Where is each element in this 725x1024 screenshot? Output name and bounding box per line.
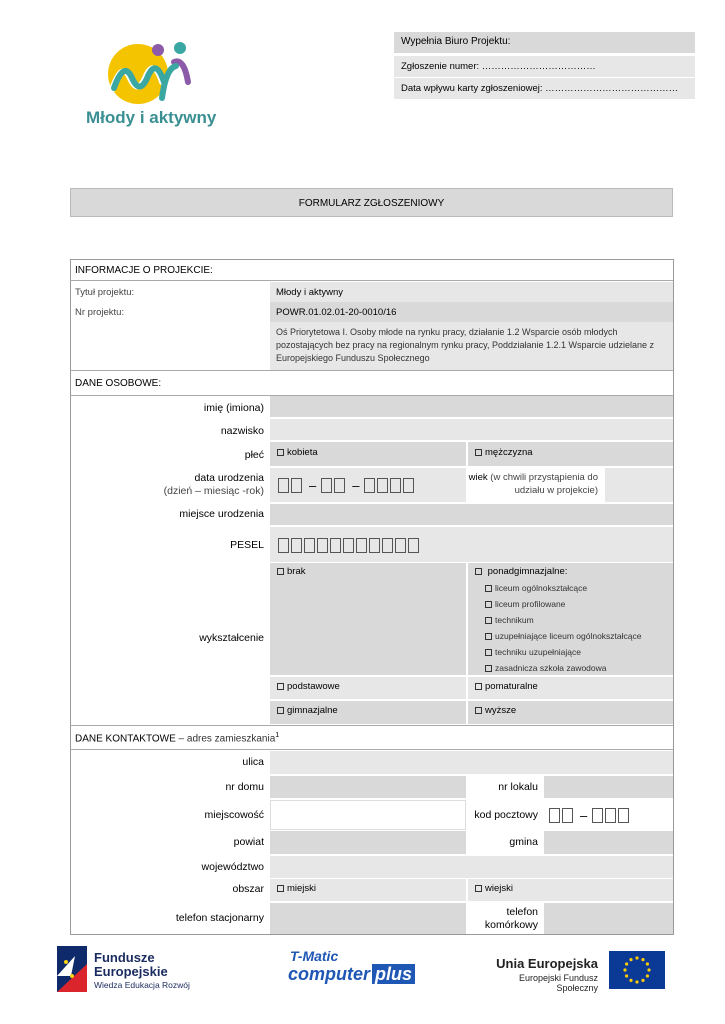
urban-checkbox[interactable] — [277, 885, 284, 892]
project-number-label: Nr projektu: — [75, 307, 125, 318]
male-checkbox[interactable] — [475, 449, 482, 456]
contact-labels — [70, 750, 264, 935]
office-header: Wypełnia Biuro Projektu: — [394, 32, 695, 53]
edu-none-checkbox[interactable] — [277, 568, 284, 575]
edu-primary-cell[interactable]: podstawowe — [270, 677, 466, 699]
first-name-label: imię (imiona) — [203, 402, 264, 414]
logo-graphic-icon — [100, 38, 220, 108]
birth-place-label: miejsce urodzenia — [179, 508, 264, 520]
logo-text: Młody i aktywny — [86, 108, 217, 127]
city-field[interactable] — [270, 800, 466, 830]
sex-male-cell[interactable]: mężczyzna — [468, 442, 673, 466]
age-field[interactable] — [605, 468, 673, 502]
edu-sub-checkbox[interactable] — [485, 617, 492, 624]
edu-upper-secondary-cell[interactable]: ponadgimnazjalne: liceum ogólnokształcące liceum profilowane technikum uzupełniające liceum ogólnokształcące techniku uzupełniające zasadnicza szkoła zawodowa — [468, 563, 673, 675]
birth-date-hint: (dzień – miesiąc -rok) — [163, 485, 264, 497]
edu-upper-secondary-checkbox[interactable] — [475, 568, 482, 575]
sex-label: płeć — [244, 449, 264, 461]
last-name-label: nazwisko — [220, 425, 264, 437]
edu-sub-checkbox[interactable] — [485, 649, 492, 656]
area-label: obszar — [232, 883, 264, 895]
house-no-field[interactable] — [270, 776, 466, 798]
age-label-cell: wiek (w chwili przystąpienia do udziału w projekcie) — [468, 472, 598, 496]
edu-sub-checkbox[interactable] — [485, 601, 492, 608]
project-description: Oś Priorytetowa I. Osoby młode na rynku pracy, działanie 1.2 Wsparcie osób młodych pozostających bez pracy na regionalnym rynku pracy, Poddziałanie 1.2.1 Wsparcie udzielane z Europejskiego Funduszu Społecznego — [270, 322, 673, 370]
birth-place-field[interactable] — [270, 504, 673, 525]
apartment-no-label: nr lokalu — [498, 781, 538, 793]
form-title: FORMULARZ ZGŁOSZENIOWY — [298, 198, 445, 209]
contact-section-header: DANE KONTAKTOWE – adres zamieszkania$^1$ — [70, 725, 673, 750]
eu-text: Unia Europejska Europejski Fundusz Społeczny — [496, 956, 598, 993]
project-section-header: INFORMACJE O PROJEKCIE: — [70, 259, 673, 281]
mobile-field[interactable] — [544, 903, 673, 934]
eu-flag — [609, 951, 665, 989]
county-label: powiat — [233, 836, 264, 848]
rural-checkbox[interactable] — [475, 885, 482, 892]
landline-field[interactable] — [270, 903, 466, 934]
area-rural-cell[interactable]: wiejski — [468, 879, 673, 901]
edu-sub-checkbox[interactable] — [485, 665, 492, 672]
city-label: miejscowość — [204, 809, 264, 821]
edu-post-secondary-cell[interactable]: pomaturalne — [468, 677, 673, 699]
fe-flag-icon — [57, 946, 87, 992]
area-urban-cell[interactable]: miejski — [270, 879, 466, 901]
edu-lower-secondary-cell[interactable]: gimnazjalne — [270, 701, 466, 724]
project-title-value: Młody i aktywny — [270, 282, 673, 302]
street-field[interactable] — [270, 751, 673, 774]
voivodeship-label: województwo — [201, 861, 264, 873]
last-name-field[interactable] — [270, 419, 673, 440]
first-name-field[interactable] — [270, 396, 673, 417]
edu-sub-checkbox[interactable] — [485, 633, 492, 640]
birth-date-label: data urodzenia — [194, 472, 264, 484]
house-no-label: nr domu — [225, 781, 264, 793]
mobile-label: telefon komórkowy — [484, 906, 538, 931]
sex-female-cell[interactable]: kobieta — [270, 442, 466, 466]
project-number-value: POWR.01.02.01-20-0010/16 — [270, 302, 673, 322]
project-logo — [86, 38, 220, 133]
edu-higher-checkbox[interactable] — [475, 707, 482, 714]
postal-code-label: kod pocztowy — [474, 809, 538, 821]
personal-labels — [70, 396, 264, 726]
submission-number: Zgłoszenie numer: ……………………………… — [394, 56, 695, 77]
street-label: ulica — [242, 756, 264, 768]
edu-none-cell[interactable]: brak — [270, 563, 466, 675]
eu-flag-icon — [609, 951, 665, 989]
birth-date-field[interactable]: – – — [270, 468, 466, 502]
edu-lower-secondary-checkbox[interactable] — [277, 707, 284, 714]
receipt-date: Data wpływu karty zgłoszeniowej: …………………………………… — [394, 78, 695, 99]
commune-label: gmina — [509, 836, 538, 848]
female-checkbox[interactable] — [277, 449, 284, 456]
edu-post-secondary-checkbox[interactable] — [475, 683, 482, 690]
voivodeship-field[interactable] — [270, 856, 673, 878]
landline-label: telefon stacjonarny — [175, 912, 264, 924]
edu-higher-cell[interactable]: wyższe — [468, 701, 673, 724]
postal-code-field[interactable]: – — [544, 800, 673, 830]
commune-field[interactable] — [544, 831, 673, 854]
personal-section-header: DANE OSOBOWE: — [70, 370, 673, 396]
form-title-bar — [70, 188, 673, 217]
apartment-no-field[interactable] — [544, 776, 673, 798]
project-title-label: Tytuł projektu: — [75, 287, 135, 298]
county-field[interactable] — [270, 831, 466, 854]
pesel-field[interactable] — [270, 527, 673, 562]
education-label: wykształcenie — [199, 632, 264, 644]
edu-primary-checkbox[interactable] — [277, 683, 284, 690]
fe-logo: Fundusze Europejskie Wiedza Edukacja Rozwój — [57, 946, 217, 994]
pesel-label: PESEL — [230, 539, 264, 551]
edu-sub-checkbox[interactable] — [485, 585, 492, 592]
tmatic-logo: T-Matic computer plus — [288, 948, 418, 990]
